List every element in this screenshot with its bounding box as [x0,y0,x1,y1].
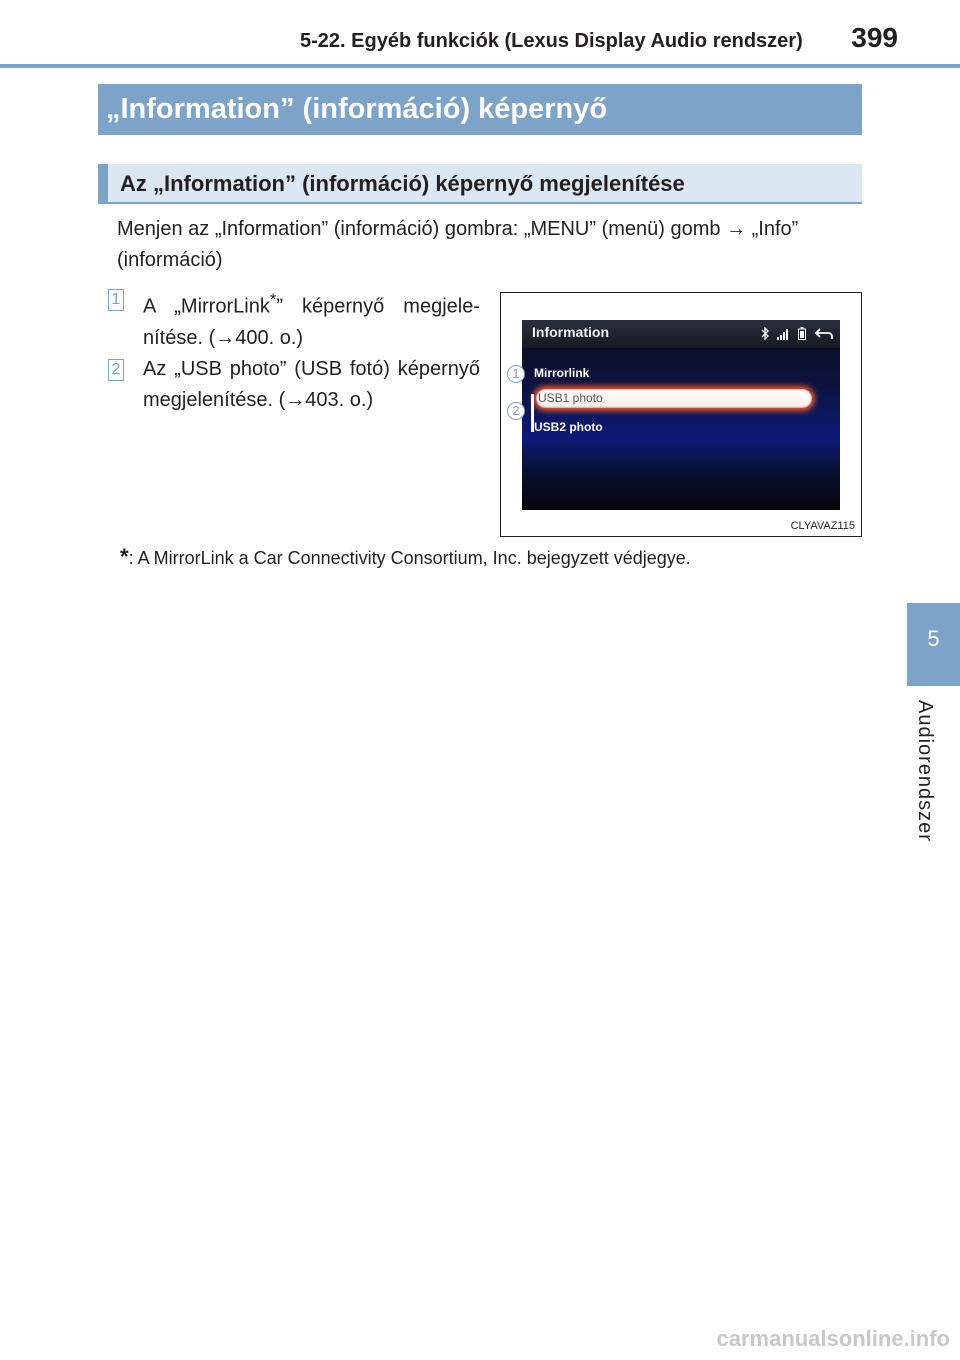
watermark: carmanualsonline.info [716,1326,950,1351]
menu-item-usb1-photo[interactable]: USB1 photo [536,389,812,408]
callout-bracket [531,394,534,432]
subsection-bar [98,164,862,204]
menu-item-mirrorlink[interactable]: Mirrorlink [534,366,590,380]
footnote-text: : A MirrorLink a Car Connectivity Consortium, Inc. bejegyzett védjegye. [128,548,691,568]
subsection-title: Az „Information” (információ) képernyő megjelenítése [120,171,685,196]
section-title: „Information” (információ) képernyő [106,93,608,125]
screen-title: Information [532,324,609,340]
header-rule [0,64,960,68]
bluetooth-icon [761,327,769,340]
footnote-reference: * [269,290,277,309]
figure-code: CLYAVAZ115 [790,520,855,532]
menu-item-usb2-photo[interactable]: USB2 photo [534,420,603,434]
page-number: 399 [851,22,898,53]
running-header: 5-22. Egyéb funkciók (Lexus Display Audio rendszer) [300,30,803,52]
chapter-label: Audiorendszer [914,700,936,842]
list-item [108,354,480,416]
battery-icon [798,327,806,340]
callout-badge: 1 [507,365,525,383]
display-screen [522,320,840,510]
footnote [120,544,862,570]
callout-badge: 2 [507,402,525,420]
item-number-badge: 1 [108,289,124,311]
chapter-tab: 5 [907,603,960,686]
footnote-mark: * [120,544,129,569]
item-number-badge: 2 [108,359,124,381]
item-text: Az „USB photo” (USB fotó) képernyő megjelenítése. (→403. o.) [143,358,480,411]
back-icon[interactable] [814,327,834,341]
item-text: A „MirrorLink*” képernyő megjelenítése. (→400. o.) [143,290,480,349]
screen-title-bar [522,320,840,348]
intro-paragraph: Menjen az „Information” (információ) gombra: „MENU” (menü) gomb → „Info” (információ) [117,218,799,271]
section-banner [98,84,862,135]
signal-icon [777,328,789,340]
information-screen-figure [500,292,862,537]
status-icons [757,325,834,341]
list-item [108,284,480,354]
